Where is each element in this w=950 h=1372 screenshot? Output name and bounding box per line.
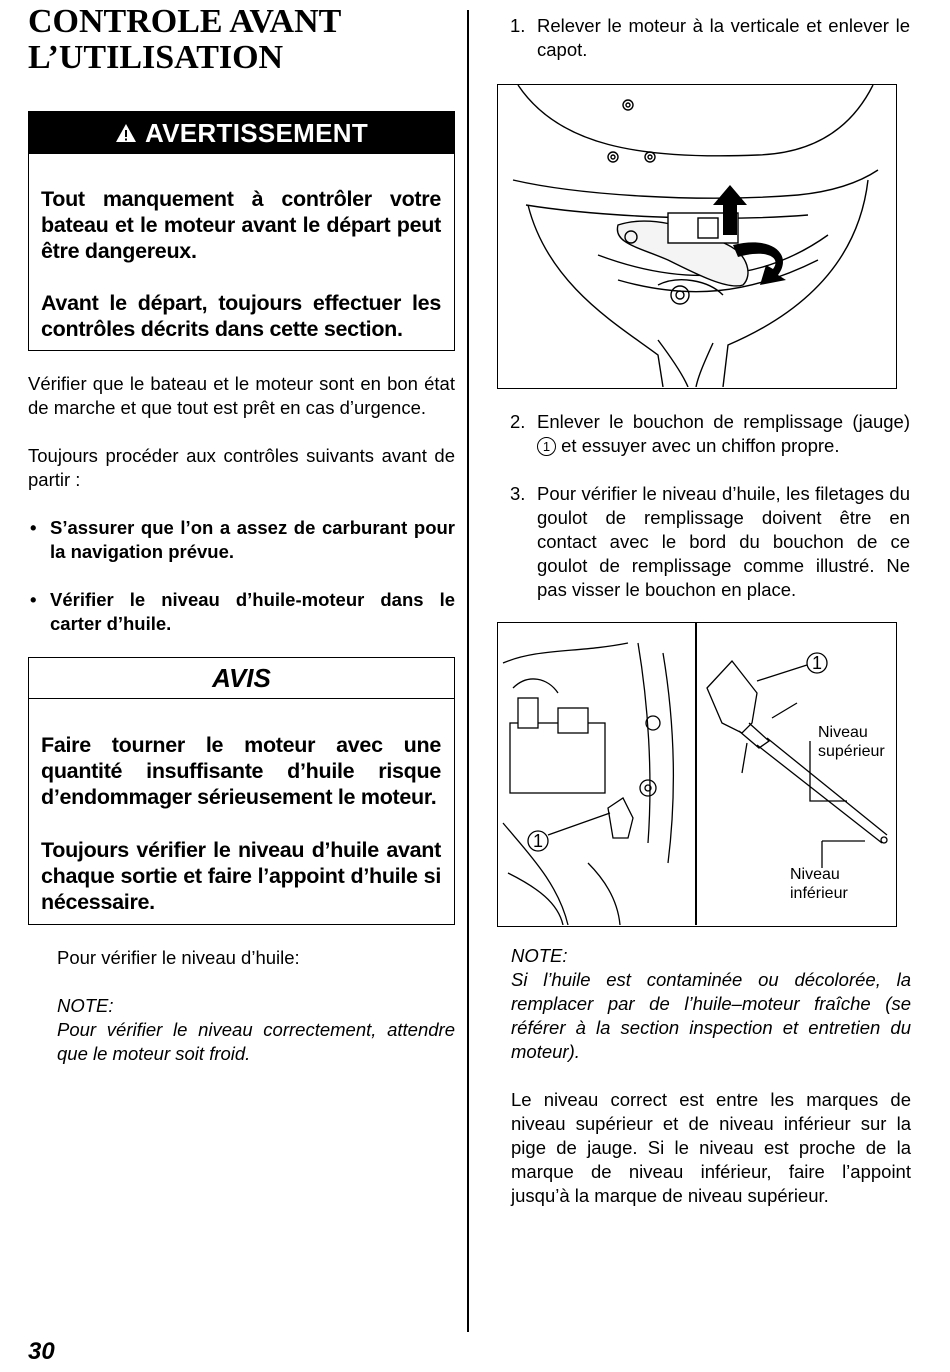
cowling-latch-illustration — [498, 85, 895, 387]
page-number: 30 — [28, 1338, 55, 1365]
upper-level-label-line2: supérieur — [818, 743, 885, 760]
intro-para-2: Toujours procéder aux contrôles suivants avant de partir : — [28, 445, 455, 490]
lower-level-label-line2: inférieur — [790, 885, 848, 902]
step-number: 2. — [510, 411, 526, 432]
step-text — [537, 410, 910, 458]
warning-heading: AVERTISSEMENT — [145, 117, 368, 148]
warning-para-1: Tout manquement à contrôler votre bateau et le moteur avant le départ peut être dangereux. — [41, 187, 441, 263]
note-label-right: NOTE: — [511, 945, 568, 966]
page-title — [28, 4, 458, 76]
note-text-right: Si l’huile est contaminée ou décolorée, la remplacer par de l’huile–moteur fraîche (se référer à la section inspection et entretien du moteur). — [511, 969, 911, 1062]
callout-number-right: 1 — [811, 653, 823, 673]
warning-box — [28, 111, 455, 351]
step-text-after: et essuyer avec un chiffon propre. — [556, 435, 840, 456]
step-3 — [510, 482, 910, 602]
note-label-left: NOTE: — [57, 995, 114, 1016]
step-1 — [510, 14, 910, 62]
upper-level-label-line1: Niveau — [818, 724, 868, 741]
figure-dipstick — [497, 622, 897, 927]
bullet-text: S’assurer que l’on a assez de carburant pour la navigation prévue. — [50, 517, 455, 562]
figure-cowling-latch — [497, 84, 897, 389]
bullet-item — [30, 588, 455, 636]
notice-para-2: Toujours vérifier le niveau d’huile avant chaque sortie et faire l’appoint d’huile si nécessaire. — [41, 838, 441, 914]
notice-para-1: Faire tourner le moteur avec une quantité insuffisante d’huile risque d’endommager sérieusement le moteur. — [41, 733, 441, 809]
step-text: Relever le moteur à la verticale et enlever le capot. — [537, 15, 910, 60]
step-number: 3. — [510, 483, 526, 504]
warning-para-2: Avant le départ, toujours effectuer les contrôles décrits dans cette section. — [41, 291, 441, 341]
callout-number-left: 1 — [532, 831, 544, 851]
step-text-before: Enlever le bouchon de remplissage (jauge) — [537, 411, 910, 432]
bullet-item — [30, 516, 455, 564]
notice-heading: AVIS — [29, 658, 454, 699]
bullet-text: Vérifier le niveau d’huile-moteur dans le carter d’huile. — [50, 589, 455, 634]
warning-triangle-icon — [115, 123, 137, 143]
engine-oil-filler-illustration — [498, 623, 696, 925]
page-title-line2: L’UTILISATION — [28, 39, 284, 76]
bullet-dot: • — [30, 589, 37, 610]
lower-level-label — [790, 865, 848, 903]
step-text: Pour vérifier le niveau d’huile, les filetages du goulot de remplissage doivent être en contact avec le bord du bouchon de ce goulot de remplissage comme illustré. Ne pas visser le bouchon en place. — [537, 483, 910, 600]
callout-number: 1 — [537, 437, 556, 456]
step-number: 1. — [510, 15, 526, 36]
step-2 — [510, 410, 910, 458]
bullet-dot: • — [30, 517, 37, 538]
upper-level-label — [818, 723, 885, 761]
intro-para-1: Vérifier que le bateau et le moteur sont en bon état de marche et que tout est prêt en cas d’urgence. — [28, 373, 455, 418]
warning-header — [29, 112, 454, 154]
check-oil-lead: Pour vérifier le niveau d’huile: — [57, 947, 300, 968]
note-text-left: Pour vérifier le niveau correctement, attendre que le moteur soit froid. — [57, 1019, 455, 1064]
notice-box — [28, 657, 455, 925]
page-title-line1: CONTROLE AVANT — [28, 3, 342, 40]
column-divider — [467, 10, 469, 1332]
lower-level-label-line1: Niveau — [790, 866, 840, 883]
oil-level-paragraph: Le niveau correct est entre les marques de niveau supérieur et de niveau inférieur sur la pige de jauge. Si le niveau est proche de la marque de niveau inférieur, faire l’appoint jusqu’à la marque de niveau supérieur. — [511, 1089, 911, 1206]
